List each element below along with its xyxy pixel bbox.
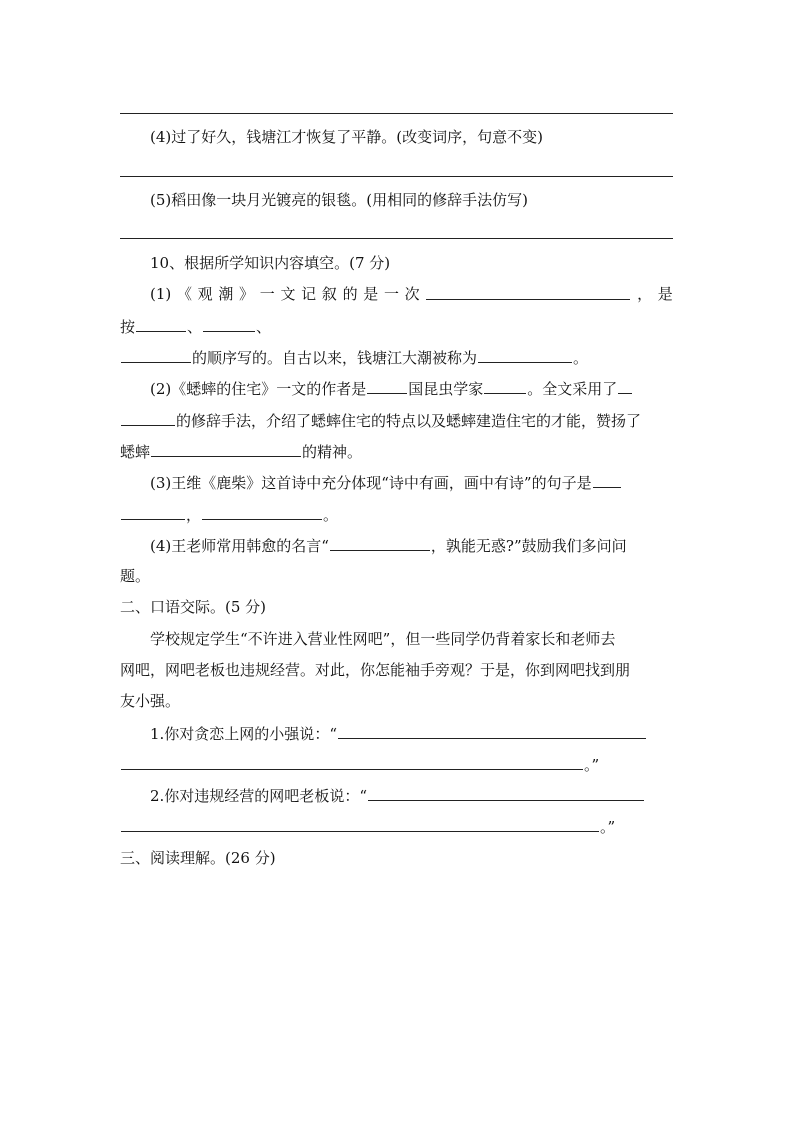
fill-blank[interactable] [136, 316, 186, 332]
text-fragment: 2.你对违规经营的网吧老板说：“ [150, 787, 367, 805]
q10-part2-line1 [150, 378, 673, 399]
q10-part1-char: 记 [301, 285, 317, 303]
q10-part1-char: 《 [176, 285, 192, 303]
fill-blank[interactable] [593, 472, 621, 488]
q10-part1-row [150, 284, 673, 304]
fill-blank[interactable] [203, 316, 255, 332]
q10-part1-char: 的 [342, 285, 358, 303]
text-fragment: ， [186, 506, 202, 524]
oral-item-2-line2 [120, 816, 673, 837]
q10-part3-line1 [150, 472, 673, 493]
fill-blank[interactable] [151, 441, 301, 457]
text-fragment: 。” [584, 756, 600, 774]
text-fragment: 的精神。 [302, 443, 363, 461]
fill-blank[interactable] [426, 284, 630, 300]
text-fragment: 。 [323, 506, 339, 524]
text-fragment: (2)《蟋蟀的住宅》一文的作者是 [150, 380, 367, 398]
section-2-paragraph: 友小强。 [120, 692, 181, 710]
q10-part1-char: 观 [197, 285, 213, 303]
question-4: (4)过了好久，钱塘江才恢复了平静。(改变词序，句意不变) [150, 128, 543, 146]
text-fragment: (3)王维《鹿柴》这首诗中充分体现“诗中有画，画中有诗”的句子是 [150, 474, 592, 492]
section-3-title: 三、阅读理解。(26 分) [120, 849, 276, 867]
fill-blank[interactable] [484, 378, 526, 394]
text-fragment: 。 [573, 349, 589, 367]
q10-part1-line2 [120, 316, 673, 337]
q10-part1-char: 文 [280, 285, 296, 303]
oral-item-2 [150, 785, 673, 806]
fill-blank[interactable] [121, 754, 583, 770]
text-fragment: 蟋蟀 [120, 443, 151, 461]
q10-part2-line2 [120, 410, 673, 431]
text-fragment: 的顺序写的。自古以来，钱塘江大潮被称为 [192, 349, 478, 367]
answer-line [120, 176, 673, 177]
q10-part1-char: 一 [259, 285, 275, 303]
question-10-title: 10、根据所学知识内容填空。(7 分) [150, 254, 391, 272]
text-fragment: 的修辞手法，介绍了蟋蟀住宅的特点以及蟋蟀建造住宅的才能，赞扬了 [176, 412, 642, 430]
q10-part1-char: ， [637, 285, 653, 303]
answer-line [120, 238, 673, 239]
text-fragment: 1.你对贪恋上网的小强说：“ [150, 725, 337, 743]
section-2-title: 二、口语交际。(5 分) [120, 598, 267, 616]
text-fragment: 。” [600, 818, 616, 836]
fill-blank[interactable] [478, 347, 572, 363]
q10-part1-char: 》 [239, 285, 255, 303]
fill-blank[interactable] [338, 723, 646, 739]
fill-blank[interactable] [121, 347, 191, 363]
q10-part1-char: 次 [404, 285, 420, 303]
answer-line [120, 113, 673, 114]
q10-part1-char: 一 [383, 285, 399, 303]
text-fragment: (4)王老师常用韩愈的名言“ [150, 537, 329, 555]
fill-blank[interactable] [121, 410, 175, 426]
oral-item-1 [150, 723, 673, 744]
q10-part2-line3 [120, 441, 673, 462]
fill-blank[interactable] [121, 504, 185, 520]
text-fragment: 。全文采用了 [527, 380, 618, 398]
q10-part1-line3 [120, 347, 673, 368]
text-fragment: 国昆虫学家 [408, 380, 484, 398]
q10-part4-line1 [150, 535, 673, 556]
section-2-paragraph: 学校规定学生“不许进入营业性网吧”，但一些同学仍背着家长和老师去 [150, 630, 616, 648]
q10-part3-line2 [120, 504, 673, 525]
question-5: (5)稻田像一块月光镀亮的银毯。(用相同的修辞手法仿写) [150, 191, 528, 209]
fill-blank[interactable] [121, 816, 599, 832]
fill-blank[interactable] [368, 785, 644, 801]
fill-blank[interactable] [330, 535, 430, 551]
section-2-paragraph: 网吧，网吧老板也违规经营。对此，你怎能袖手旁观？于是，你到网吧找到朋 [120, 661, 631, 679]
fill-blank[interactable] [618, 378, 632, 394]
q10-part4-line2: 题。 [120, 567, 151, 585]
text-fragment: ，孰能无惑?”鼓励我们多问问 [430, 537, 627, 555]
q10-part1-char: 是 [657, 285, 673, 303]
fill-blank[interactable] [202, 504, 322, 520]
q10-part1-char: 潮 [218, 285, 234, 303]
text-fragment: 、 [187, 318, 203, 336]
fill-blank[interactable] [367, 378, 407, 394]
oral-item-1-line2 [120, 754, 673, 775]
text-fragment: 、 [256, 318, 272, 336]
q10-part1-char: 是 [363, 285, 379, 303]
q10-part1-char: (1) [150, 285, 172, 303]
text-fragment: 按 [120, 318, 136, 336]
q10-part1-char: 叙 [321, 285, 337, 303]
